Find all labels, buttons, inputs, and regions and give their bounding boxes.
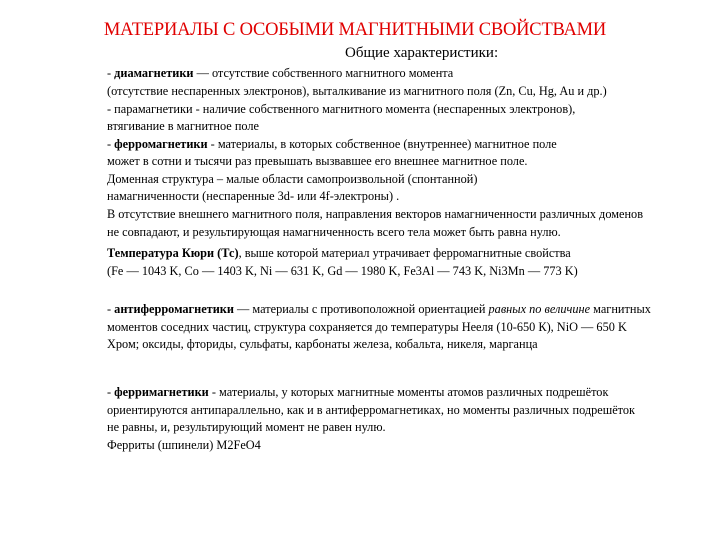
text-segment: - (107, 385, 115, 399)
term-bold: диамагнетики (114, 66, 194, 80)
text-segment: — материалы с противоположной ориентацией (233, 302, 489, 316)
term-bold: ферримагнетики (114, 385, 209, 399)
text-line (107, 438, 261, 453)
term-bold: Температура Кюри (Тс) (107, 246, 239, 260)
text-segment: Доменная структура – малые области самопроизвольной (спонтанной) (107, 172, 478, 186)
text-line (107, 207, 643, 222)
text-segment: моментов соседних частиц, структура сохраняется до температуры Нееля (10-650 К), NiO — 650 K (107, 320, 627, 334)
term-bold: антиферромагнетики (114, 302, 234, 316)
text-line (107, 66, 453, 81)
text-line (107, 302, 651, 317)
text-segment: В отсутствие внешнего магнитного поля, направления векторов намагниченности различных доменов (107, 207, 644, 221)
text-line (107, 119, 259, 134)
text-segment: , выше которой материал утрачивает ферромагнитные свойства (238, 246, 571, 260)
text-segment: ориентируются антипараллельно, как и в антиферромагнетиках, но моменты различных подрешёток (107, 403, 635, 417)
text-line (107, 154, 527, 169)
text-segment: не равны, и, результирующий момент не равен нулю. (107, 420, 386, 434)
text-line (107, 189, 399, 204)
text-segment: - материалы, в которых собственное (внутреннее) магнитное поле (207, 137, 557, 151)
text-line (107, 102, 575, 117)
text-segment: — отсутствие собственного магнитного момента (193, 66, 454, 80)
text-segment: - (107, 302, 115, 316)
text-segment: - материалы, у которых магнитные моменты атомов различных подрешёток (208, 385, 609, 399)
slide-subtitle: Общие характеристики: (345, 45, 499, 61)
text-segment: Хром; оксиды, фториды, сульфаты, карбонаты железа, кобальта, никеля, марганца (107, 337, 538, 351)
text-line (107, 264, 578, 279)
text-segment: - парамагнетики - наличие собственного магнитного момента (неспаренных электронов), (107, 102, 576, 116)
text-line (107, 225, 561, 240)
text-segment: намагниченности (неспаренные 3d- или 4f-электроны) . (107, 189, 400, 203)
text-segment: может в сотни и тысячи раз превышать вызвавшее его внешнее магнитное поле. (107, 154, 528, 168)
text-segment: втягивание в магнитное поле (107, 119, 259, 133)
text-segment: - (107, 66, 115, 80)
text-segment: - (107, 137, 115, 151)
text-segment: не совпадают, и результирующая намагниченность всего тела может быть равна нулю. (107, 225, 561, 239)
text-line (107, 84, 607, 99)
text-line (107, 403, 635, 418)
text-line (107, 172, 477, 187)
slide-title (0, 20, 720, 41)
text-line (107, 385, 608, 400)
text-segment: (отсутствие неспаренных электронов), выталкивание из магнитного поля (Zn, Cu, Hg, Au и др.) (107, 84, 607, 98)
text-line (107, 320, 627, 335)
text-segment: (Fe — 1043 K, Co — 1403 K, Ni — 631 K, Gd — 1980 K, Fe3Al — 743 K, Ni3Mn — 773 K) (107, 264, 578, 278)
slide-title-text: МАТЕРИАЛЫ С ОСОБЫМИ МАГНИТНЫМИ СВОЙСТВАМИ (103, 20, 607, 40)
term-bold: ферромагнетики (114, 137, 208, 151)
text-italic: равных по величине (488, 302, 591, 316)
text-line (107, 420, 386, 435)
text-line (107, 337, 538, 352)
text-line (107, 137, 557, 152)
text-segment: Ферриты (шпинели) M2FeO4 (107, 438, 261, 452)
text-segment: магнитных (590, 302, 651, 316)
text-line (107, 246, 571, 261)
